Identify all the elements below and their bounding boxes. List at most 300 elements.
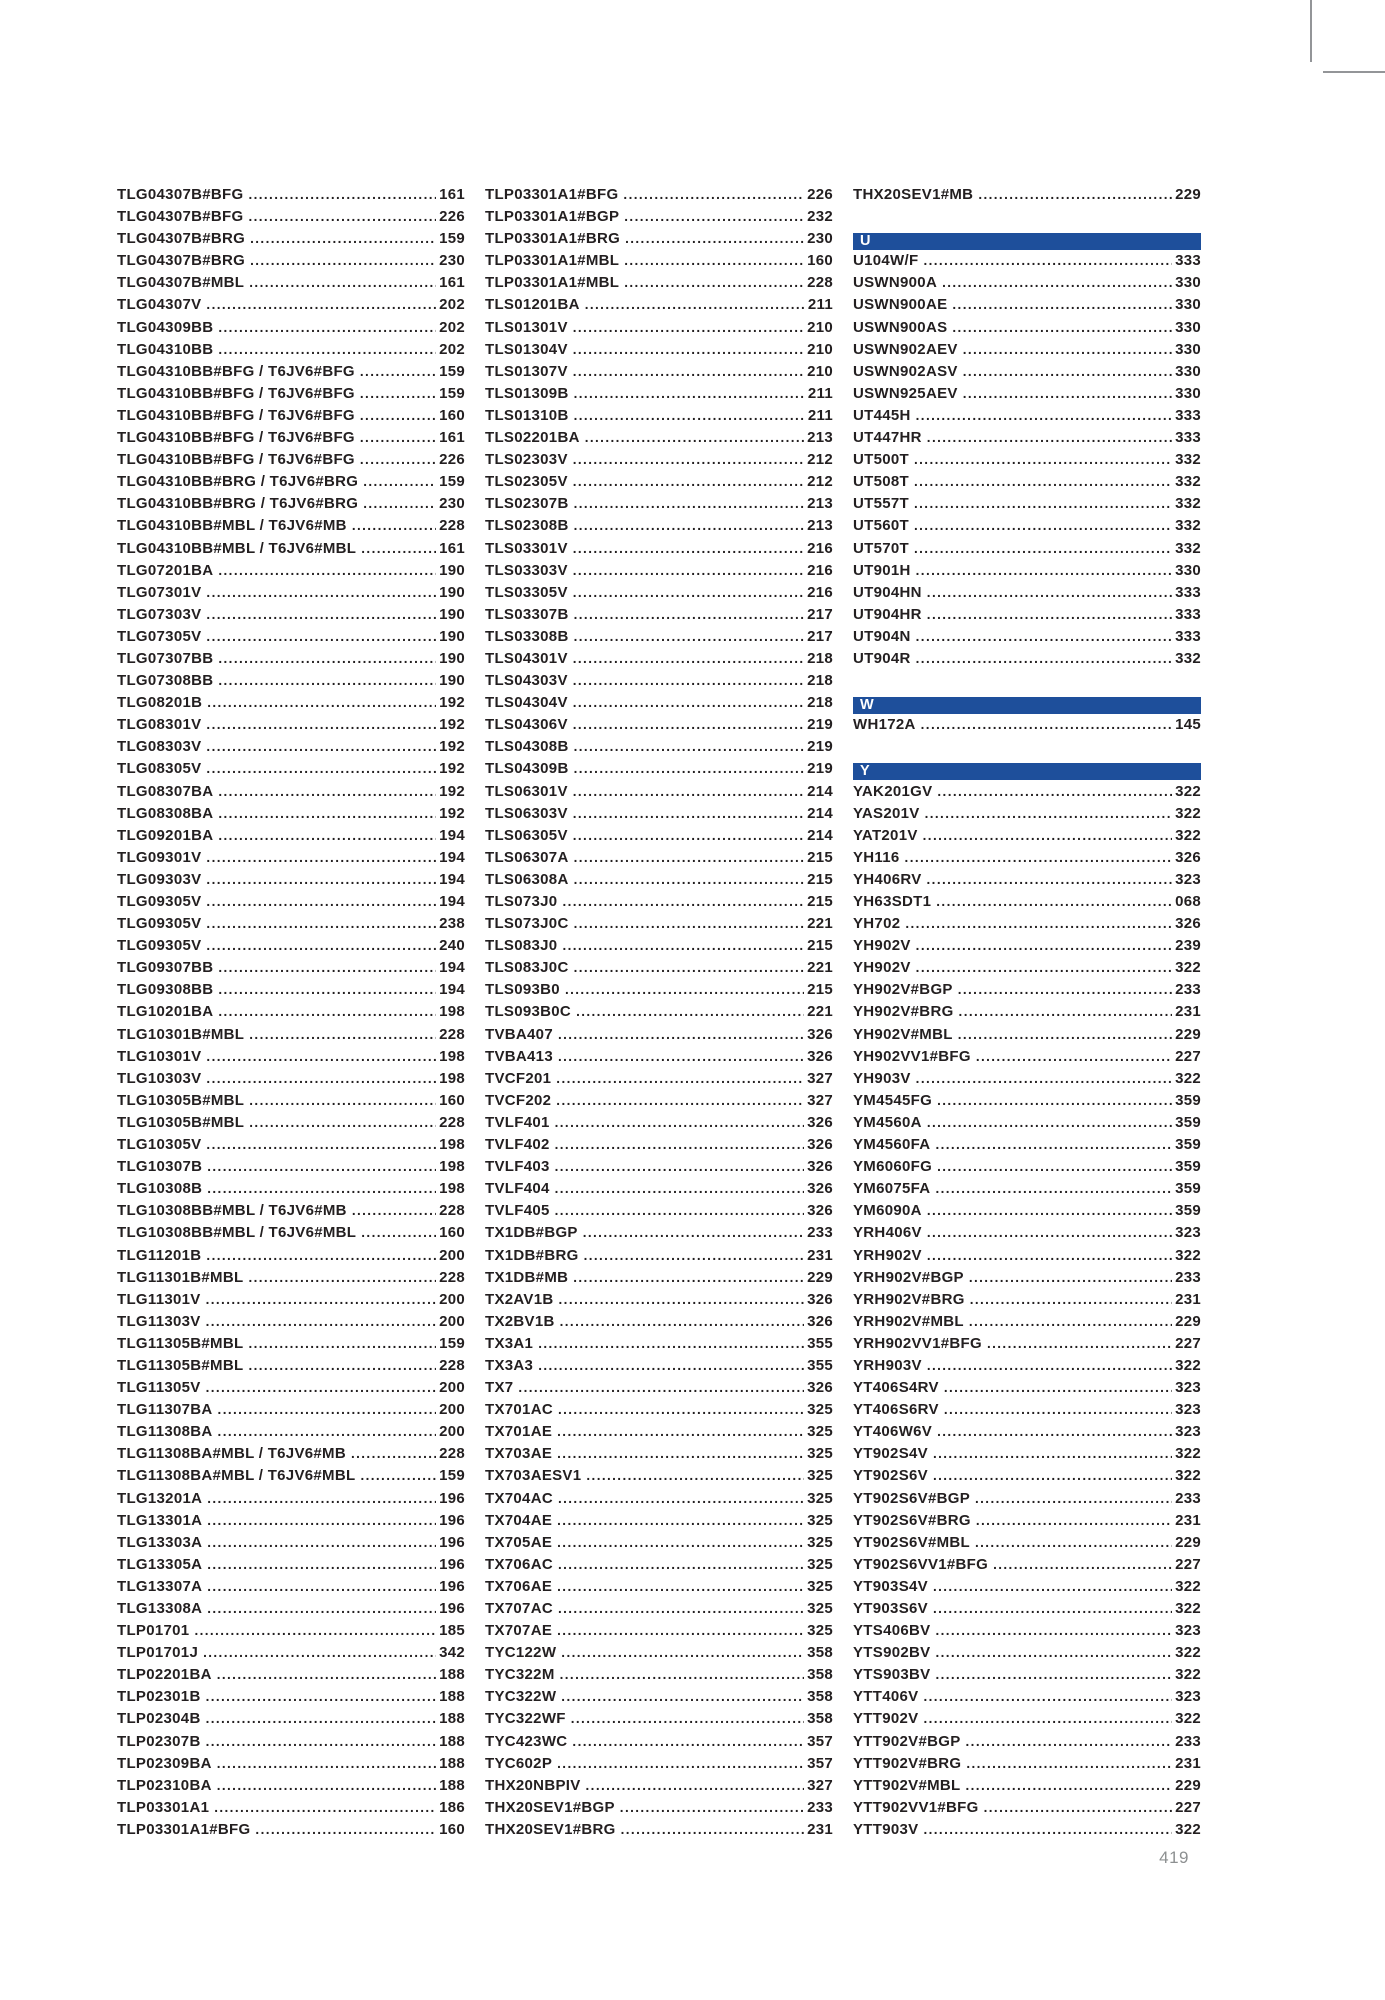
index-row bbox=[485, 1224, 833, 1246]
part-number: TLG04307B#BFG bbox=[117, 186, 244, 203]
dot-leader bbox=[574, 739, 804, 754]
part-number: TLP03301A1 bbox=[117, 1798, 210, 1816]
index-row bbox=[485, 407, 833, 429]
dot-leader bbox=[518, 1380, 804, 1395]
dot-leader bbox=[573, 342, 804, 357]
page-ref: 211 bbox=[807, 384, 833, 402]
dot-leader bbox=[916, 563, 1172, 578]
page-ref: 357 bbox=[807, 1754, 833, 1772]
part-number: USWN902ASV bbox=[853, 362, 958, 380]
page-ref: 188 bbox=[439, 1776, 465, 1794]
dot-leader bbox=[935, 1137, 1172, 1152]
page-ref: 215 bbox=[807, 848, 833, 866]
page-ref: 342 bbox=[439, 1644, 465, 1662]
dot-leader bbox=[557, 1424, 804, 1439]
part-number: USWN900A bbox=[853, 274, 938, 292]
index-row bbox=[485, 1180, 833, 1202]
page-ref: 333 bbox=[1175, 406, 1201, 424]
part-number: YTT902VV1#BFG bbox=[853, 1798, 979, 1816]
dot-leader bbox=[538, 1358, 804, 1373]
part-number: TLS04309B bbox=[485, 760, 569, 778]
dot-leader bbox=[923, 1711, 1172, 1726]
dot-leader bbox=[207, 1579, 436, 1594]
dot-leader bbox=[574, 761, 804, 776]
page-ref: 323 bbox=[1175, 1622, 1201, 1640]
index-row bbox=[117, 1003, 465, 1025]
dot-leader bbox=[249, 1093, 436, 1108]
part-number: TLS03303V bbox=[485, 561, 568, 579]
index-row bbox=[853, 783, 1201, 805]
page-ref: 231 bbox=[807, 1246, 833, 1264]
dot-leader bbox=[623, 187, 804, 202]
index-row bbox=[117, 1092, 465, 1114]
page-ref: 327 bbox=[807, 1091, 833, 1109]
part-number: YM6075FA bbox=[853, 1180, 931, 1198]
dot-leader bbox=[914, 541, 1172, 556]
dot-leader bbox=[206, 872, 436, 887]
dot-leader bbox=[978, 187, 1172, 202]
index-row bbox=[117, 1136, 465, 1158]
index-row bbox=[485, 959, 833, 981]
dot-leader bbox=[574, 960, 804, 975]
page-number: 419 bbox=[1159, 1848, 1189, 1867]
index-row bbox=[117, 1335, 465, 1357]
page-ref: 332 bbox=[1175, 495, 1201, 513]
index-row bbox=[853, 981, 1201, 1003]
page-ref: 159 bbox=[439, 1334, 465, 1352]
part-number: YT902S4V bbox=[853, 1445, 928, 1463]
index-row bbox=[853, 385, 1201, 407]
index-row bbox=[853, 1821, 1201, 1843]
index-row bbox=[853, 517, 1201, 539]
page-ref: 325 bbox=[807, 1600, 833, 1617]
dot-leader bbox=[573, 364, 804, 379]
dot-leader bbox=[927, 430, 1172, 445]
index-row bbox=[853, 1313, 1201, 1335]
page-ref: 190 bbox=[439, 672, 465, 690]
part-number: YH406RV bbox=[853, 870, 922, 888]
part-number: YTT902V#BRG bbox=[853, 1754, 962, 1772]
dot-leader bbox=[206, 1314, 436, 1329]
page-ref: 218 bbox=[807, 649, 833, 667]
index-row bbox=[853, 1512, 1201, 1534]
page-ref: 196 bbox=[439, 1600, 465, 1617]
index-row bbox=[853, 628, 1201, 650]
page-ref: 160 bbox=[439, 1224, 465, 1242]
page-ref: 229 bbox=[807, 1268, 833, 1286]
part-number: TVLF402 bbox=[485, 1136, 550, 1154]
part-number: YRH902VV1#BFG bbox=[853, 1334, 982, 1352]
part-number: TLP01701 bbox=[117, 1622, 190, 1640]
index-row bbox=[485, 893, 833, 915]
index-row bbox=[485, 981, 833, 1003]
index-row bbox=[485, 1556, 833, 1578]
dot-leader bbox=[207, 1535, 436, 1550]
index-row bbox=[853, 716, 1201, 738]
part-number: TLG04310BB#BFG / T6JV6#BFG bbox=[117, 384, 355, 402]
dot-leader bbox=[573, 695, 804, 710]
index-row bbox=[853, 1048, 1201, 1070]
page-ref: 194 bbox=[439, 893, 465, 910]
dot-leader bbox=[558, 1402, 804, 1417]
part-number: TLP02301B bbox=[117, 1688, 201, 1706]
index-row bbox=[117, 1247, 465, 1269]
dot-leader bbox=[360, 386, 436, 401]
index-row bbox=[485, 1003, 833, 1025]
part-number: TLG04307B#MBL bbox=[117, 274, 245, 292]
index-row bbox=[485, 1313, 833, 1335]
page-ref: 229 bbox=[1175, 1312, 1201, 1330]
part-number: TLG10301V bbox=[117, 1047, 202, 1065]
page-ref: 322 bbox=[1175, 804, 1201, 822]
part-number: TYC322M bbox=[485, 1666, 555, 1684]
index-row bbox=[485, 1357, 833, 1379]
page-ref: 192 bbox=[439, 782, 465, 800]
index-row bbox=[853, 1202, 1201, 1224]
page-ref: 228 bbox=[439, 1202, 465, 1220]
dot-leader bbox=[555, 1203, 804, 1218]
part-number: YTT903V bbox=[853, 1820, 919, 1838]
dot-leader bbox=[206, 607, 436, 622]
index-row bbox=[117, 1733, 465, 1755]
dot-leader bbox=[987, 1336, 1172, 1351]
dot-leader bbox=[969, 1270, 1172, 1285]
dot-leader bbox=[207, 1557, 436, 1572]
part-number: TLP02304B bbox=[117, 1710, 201, 1728]
part-number: YTT902V#BGP bbox=[853, 1732, 961, 1750]
dot-leader bbox=[561, 1645, 804, 1660]
index-row bbox=[853, 937, 1201, 959]
page-ref: 161 bbox=[439, 429, 465, 447]
dot-leader bbox=[576, 1004, 804, 1019]
page-ref: 333 bbox=[1175, 627, 1201, 645]
index-row bbox=[485, 1755, 833, 1777]
index-row bbox=[117, 385, 465, 407]
index-row bbox=[485, 1070, 833, 1092]
dot-leader bbox=[573, 585, 804, 600]
dot-leader bbox=[571, 1711, 804, 1726]
dot-leader bbox=[206, 1071, 436, 1086]
page-ref: 228 bbox=[439, 1445, 465, 1463]
index-row bbox=[117, 1202, 465, 1224]
part-number: TLG10305B#MBL bbox=[117, 1091, 245, 1109]
index-row bbox=[117, 517, 465, 539]
part-number: TLP03301A1#BRG bbox=[485, 230, 621, 248]
page-ref: 194 bbox=[439, 959, 465, 977]
index-row bbox=[853, 1578, 1201, 1600]
dot-leader bbox=[217, 1756, 436, 1771]
dot-leader bbox=[916, 629, 1172, 644]
part-number: TLG11307BA bbox=[117, 1401, 213, 1419]
part-number: TLG07303V bbox=[117, 605, 202, 623]
page-ref: 358 bbox=[807, 1688, 833, 1706]
part-number: YRH902V#BRG bbox=[853, 1290, 965, 1308]
dot-leader bbox=[218, 673, 436, 688]
index-row bbox=[853, 1092, 1201, 1114]
index-row bbox=[485, 1777, 833, 1799]
index-row bbox=[117, 893, 465, 915]
part-number: TX704AE bbox=[485, 1511, 553, 1529]
index-row bbox=[853, 186, 1201, 208]
dot-leader bbox=[207, 1491, 436, 1506]
dot-leader bbox=[562, 938, 804, 953]
page-ref: 196 bbox=[439, 1555, 465, 1573]
section-letter: W bbox=[860, 697, 874, 714]
page-ref: 322 bbox=[1175, 826, 1201, 844]
dot-leader bbox=[935, 1645, 1172, 1660]
index-row bbox=[853, 606, 1201, 628]
part-number: TLP03301A1#BFG bbox=[485, 186, 619, 203]
index-row bbox=[485, 1733, 833, 1755]
index-row bbox=[485, 230, 833, 252]
index-row bbox=[117, 1158, 465, 1180]
dot-leader bbox=[206, 629, 436, 644]
page-ref: 326 bbox=[807, 1047, 833, 1065]
page-ref: 231 bbox=[1175, 1003, 1201, 1021]
page-ref: 159 bbox=[439, 1467, 465, 1485]
part-number: TLG04310BB#BFG / T6JV6#BFG bbox=[117, 406, 355, 424]
index-row bbox=[853, 1688, 1201, 1710]
dot-leader bbox=[916, 651, 1172, 666]
part-number: TLS04303V bbox=[485, 672, 568, 690]
part-number: TVBA407 bbox=[485, 1025, 553, 1043]
part-number: TLP02310BA bbox=[117, 1776, 212, 1794]
dot-leader bbox=[206, 1049, 436, 1064]
part-number: TLS02305V bbox=[485, 473, 568, 491]
dot-leader bbox=[936, 894, 1172, 909]
index-row bbox=[853, 959, 1201, 981]
page-ref: 188 bbox=[439, 1666, 465, 1684]
page-ref: 325 bbox=[807, 1555, 833, 1573]
dot-leader bbox=[958, 982, 1172, 997]
index-row bbox=[485, 1114, 833, 1136]
dot-leader bbox=[214, 1800, 436, 1815]
part-number: YRH902V#MBL bbox=[853, 1312, 964, 1330]
dot-leader bbox=[975, 1535, 1172, 1550]
page-ref: 226 bbox=[807, 186, 833, 203]
dot-leader bbox=[352, 518, 436, 533]
part-number: TVCF201 bbox=[485, 1069, 552, 1087]
part-number: UT560T bbox=[853, 517, 909, 535]
dot-leader bbox=[625, 231, 804, 246]
page-ref: 325 bbox=[807, 1423, 833, 1441]
part-number: TX705AE bbox=[485, 1533, 553, 1551]
index-columns bbox=[117, 186, 1201, 1843]
index-row bbox=[117, 1048, 465, 1070]
dot-leader bbox=[206, 1734, 436, 1749]
part-number: TLS01310B bbox=[485, 406, 569, 424]
index-row bbox=[117, 672, 465, 694]
dot-leader bbox=[360, 408, 436, 423]
index-row bbox=[117, 1644, 465, 1666]
page-ref: 190 bbox=[439, 561, 465, 579]
part-number: TX3A1 bbox=[485, 1334, 534, 1352]
dot-leader bbox=[916, 960, 1172, 975]
dot-leader bbox=[206, 1380, 436, 1395]
dot-leader bbox=[206, 717, 436, 732]
page-ref: 198 bbox=[439, 1180, 465, 1198]
index-row bbox=[485, 252, 833, 274]
dot-leader bbox=[914, 496, 1172, 511]
index-row bbox=[117, 562, 465, 584]
page-ref: 202 bbox=[439, 340, 465, 358]
part-number: TLS073J0 bbox=[485, 893, 558, 910]
page-ref: 323 bbox=[1175, 1688, 1201, 1706]
index-row bbox=[117, 540, 465, 562]
part-number: YH702 bbox=[853, 915, 901, 933]
page-ref: 332 bbox=[1175, 517, 1201, 535]
index-row bbox=[853, 540, 1201, 562]
page-ref: 355 bbox=[807, 1356, 833, 1374]
part-number: YH902V bbox=[853, 937, 911, 955]
index-row bbox=[853, 1556, 1201, 1578]
dot-leader bbox=[361, 1225, 436, 1240]
part-number: TYC122W bbox=[485, 1644, 557, 1662]
dot-leader bbox=[248, 209, 436, 224]
dot-leader bbox=[944, 1402, 1172, 1417]
page-ref: 330 bbox=[1175, 318, 1201, 336]
part-number: UT904N bbox=[853, 627, 911, 645]
page-ref: 196 bbox=[439, 1577, 465, 1595]
dot-leader bbox=[927, 607, 1172, 622]
index-row bbox=[853, 1467, 1201, 1489]
page-ref: 228 bbox=[807, 274, 833, 292]
index-row bbox=[853, 650, 1201, 672]
dot-leader bbox=[573, 784, 804, 799]
index-row bbox=[485, 871, 833, 893]
index-row bbox=[485, 1335, 833, 1357]
part-number: YRH902V#BGP bbox=[853, 1268, 964, 1286]
page-ref: 214 bbox=[807, 782, 833, 800]
index-row bbox=[853, 1003, 1201, 1025]
index-row bbox=[853, 1379, 1201, 1401]
dot-leader bbox=[538, 1336, 804, 1351]
dot-leader bbox=[559, 1292, 805, 1307]
index-row bbox=[485, 1534, 833, 1556]
part-number: TLS02307B bbox=[485, 495, 569, 513]
index-row bbox=[117, 1445, 465, 1467]
page-ref: 326 bbox=[807, 1379, 833, 1397]
index-row bbox=[117, 1070, 465, 1092]
page-ref: 218 bbox=[807, 694, 833, 712]
part-number: TLG07201BA bbox=[117, 561, 214, 579]
page-ref: 221 bbox=[807, 959, 833, 977]
part-number: TLS06303V bbox=[485, 804, 568, 822]
index-row bbox=[853, 473, 1201, 495]
index-row bbox=[117, 451, 465, 473]
section-spacer bbox=[853, 208, 1201, 230]
part-number: TLP03301A1#BFG bbox=[117, 1820, 251, 1838]
index-row bbox=[485, 937, 833, 959]
index-row bbox=[117, 296, 465, 318]
dot-leader bbox=[905, 850, 1173, 865]
dot-leader bbox=[925, 806, 1172, 821]
page-ref: 214 bbox=[807, 826, 833, 844]
dot-leader bbox=[916, 938, 1172, 953]
part-number: TX2BV1B bbox=[485, 1312, 555, 1330]
dot-leader bbox=[360, 1468, 436, 1483]
page-ref: 322 bbox=[1175, 1820, 1201, 1838]
dot-leader bbox=[914, 452, 1172, 467]
index-row bbox=[117, 473, 465, 495]
page-ref: 325 bbox=[807, 1467, 833, 1485]
dot-leader bbox=[573, 474, 804, 489]
index-row bbox=[853, 429, 1201, 451]
part-number: USWN900AE bbox=[853, 296, 948, 314]
part-number: TLG09305V bbox=[117, 893, 202, 910]
dot-leader bbox=[217, 1778, 436, 1793]
dot-leader bbox=[574, 629, 804, 644]
dot-leader bbox=[218, 806, 436, 821]
part-number: TLG04310BB#BRG / T6JV6#BRG bbox=[117, 473, 359, 491]
page-ref: 327 bbox=[807, 1069, 833, 1087]
dot-leader bbox=[557, 1623, 804, 1638]
index-row bbox=[117, 363, 465, 385]
dot-leader bbox=[255, 1822, 436, 1837]
part-number: UT500T bbox=[853, 451, 909, 469]
part-number: TLS01304V bbox=[485, 340, 568, 358]
part-number: TVLF404 bbox=[485, 1180, 550, 1198]
dot-leader bbox=[976, 1513, 1172, 1528]
part-number: TVLF405 bbox=[485, 1202, 550, 1220]
dot-leader bbox=[217, 1667, 436, 1682]
page-ref: 333 bbox=[1175, 429, 1201, 447]
page-ref: 210 bbox=[807, 340, 833, 358]
page-ref: 325 bbox=[807, 1489, 833, 1507]
index-row bbox=[117, 805, 465, 827]
dot-leader bbox=[207, 1181, 436, 1196]
page-ref: 161 bbox=[439, 274, 465, 292]
index-row bbox=[485, 319, 833, 341]
dot-leader bbox=[250, 231, 436, 246]
index-row bbox=[117, 650, 465, 672]
index-row bbox=[853, 1799, 1201, 1821]
index-row bbox=[853, 1269, 1201, 1291]
dot-leader bbox=[970, 1292, 1172, 1307]
dot-leader bbox=[218, 1004, 436, 1019]
page-ref: 216 bbox=[807, 561, 833, 579]
part-number: YTT902V#MBL bbox=[853, 1776, 961, 1794]
part-number: TLS03308B bbox=[485, 627, 569, 645]
page-ref: 359 bbox=[1175, 1202, 1201, 1220]
page-ref: 216 bbox=[807, 539, 833, 557]
part-number: TLG09307BB bbox=[117, 959, 214, 977]
part-number: YH903V bbox=[853, 1069, 911, 1087]
index-row bbox=[117, 341, 465, 363]
dot-leader bbox=[555, 1137, 804, 1152]
page-ref: 358 bbox=[807, 1666, 833, 1684]
index-row bbox=[117, 1180, 465, 1202]
dot-leader bbox=[585, 297, 805, 312]
page-ref: 194 bbox=[439, 870, 465, 888]
page-ref: 358 bbox=[807, 1710, 833, 1728]
page-ref: 212 bbox=[807, 451, 833, 469]
page-ref: 188 bbox=[439, 1754, 465, 1772]
page-ref: 233 bbox=[1175, 981, 1201, 999]
dot-leader bbox=[624, 253, 804, 268]
index-row bbox=[117, 871, 465, 893]
dot-leader bbox=[557, 1446, 804, 1461]
index-row bbox=[853, 827, 1201, 849]
index-row bbox=[853, 1777, 1201, 1799]
page-ref: 215 bbox=[807, 893, 833, 910]
index-row bbox=[853, 1114, 1201, 1136]
page-ref: 192 bbox=[439, 694, 465, 712]
index-row bbox=[117, 1291, 465, 1313]
dot-leader bbox=[574, 496, 804, 511]
part-number: TLS02308B bbox=[485, 517, 569, 535]
index-row bbox=[117, 1556, 465, 1578]
